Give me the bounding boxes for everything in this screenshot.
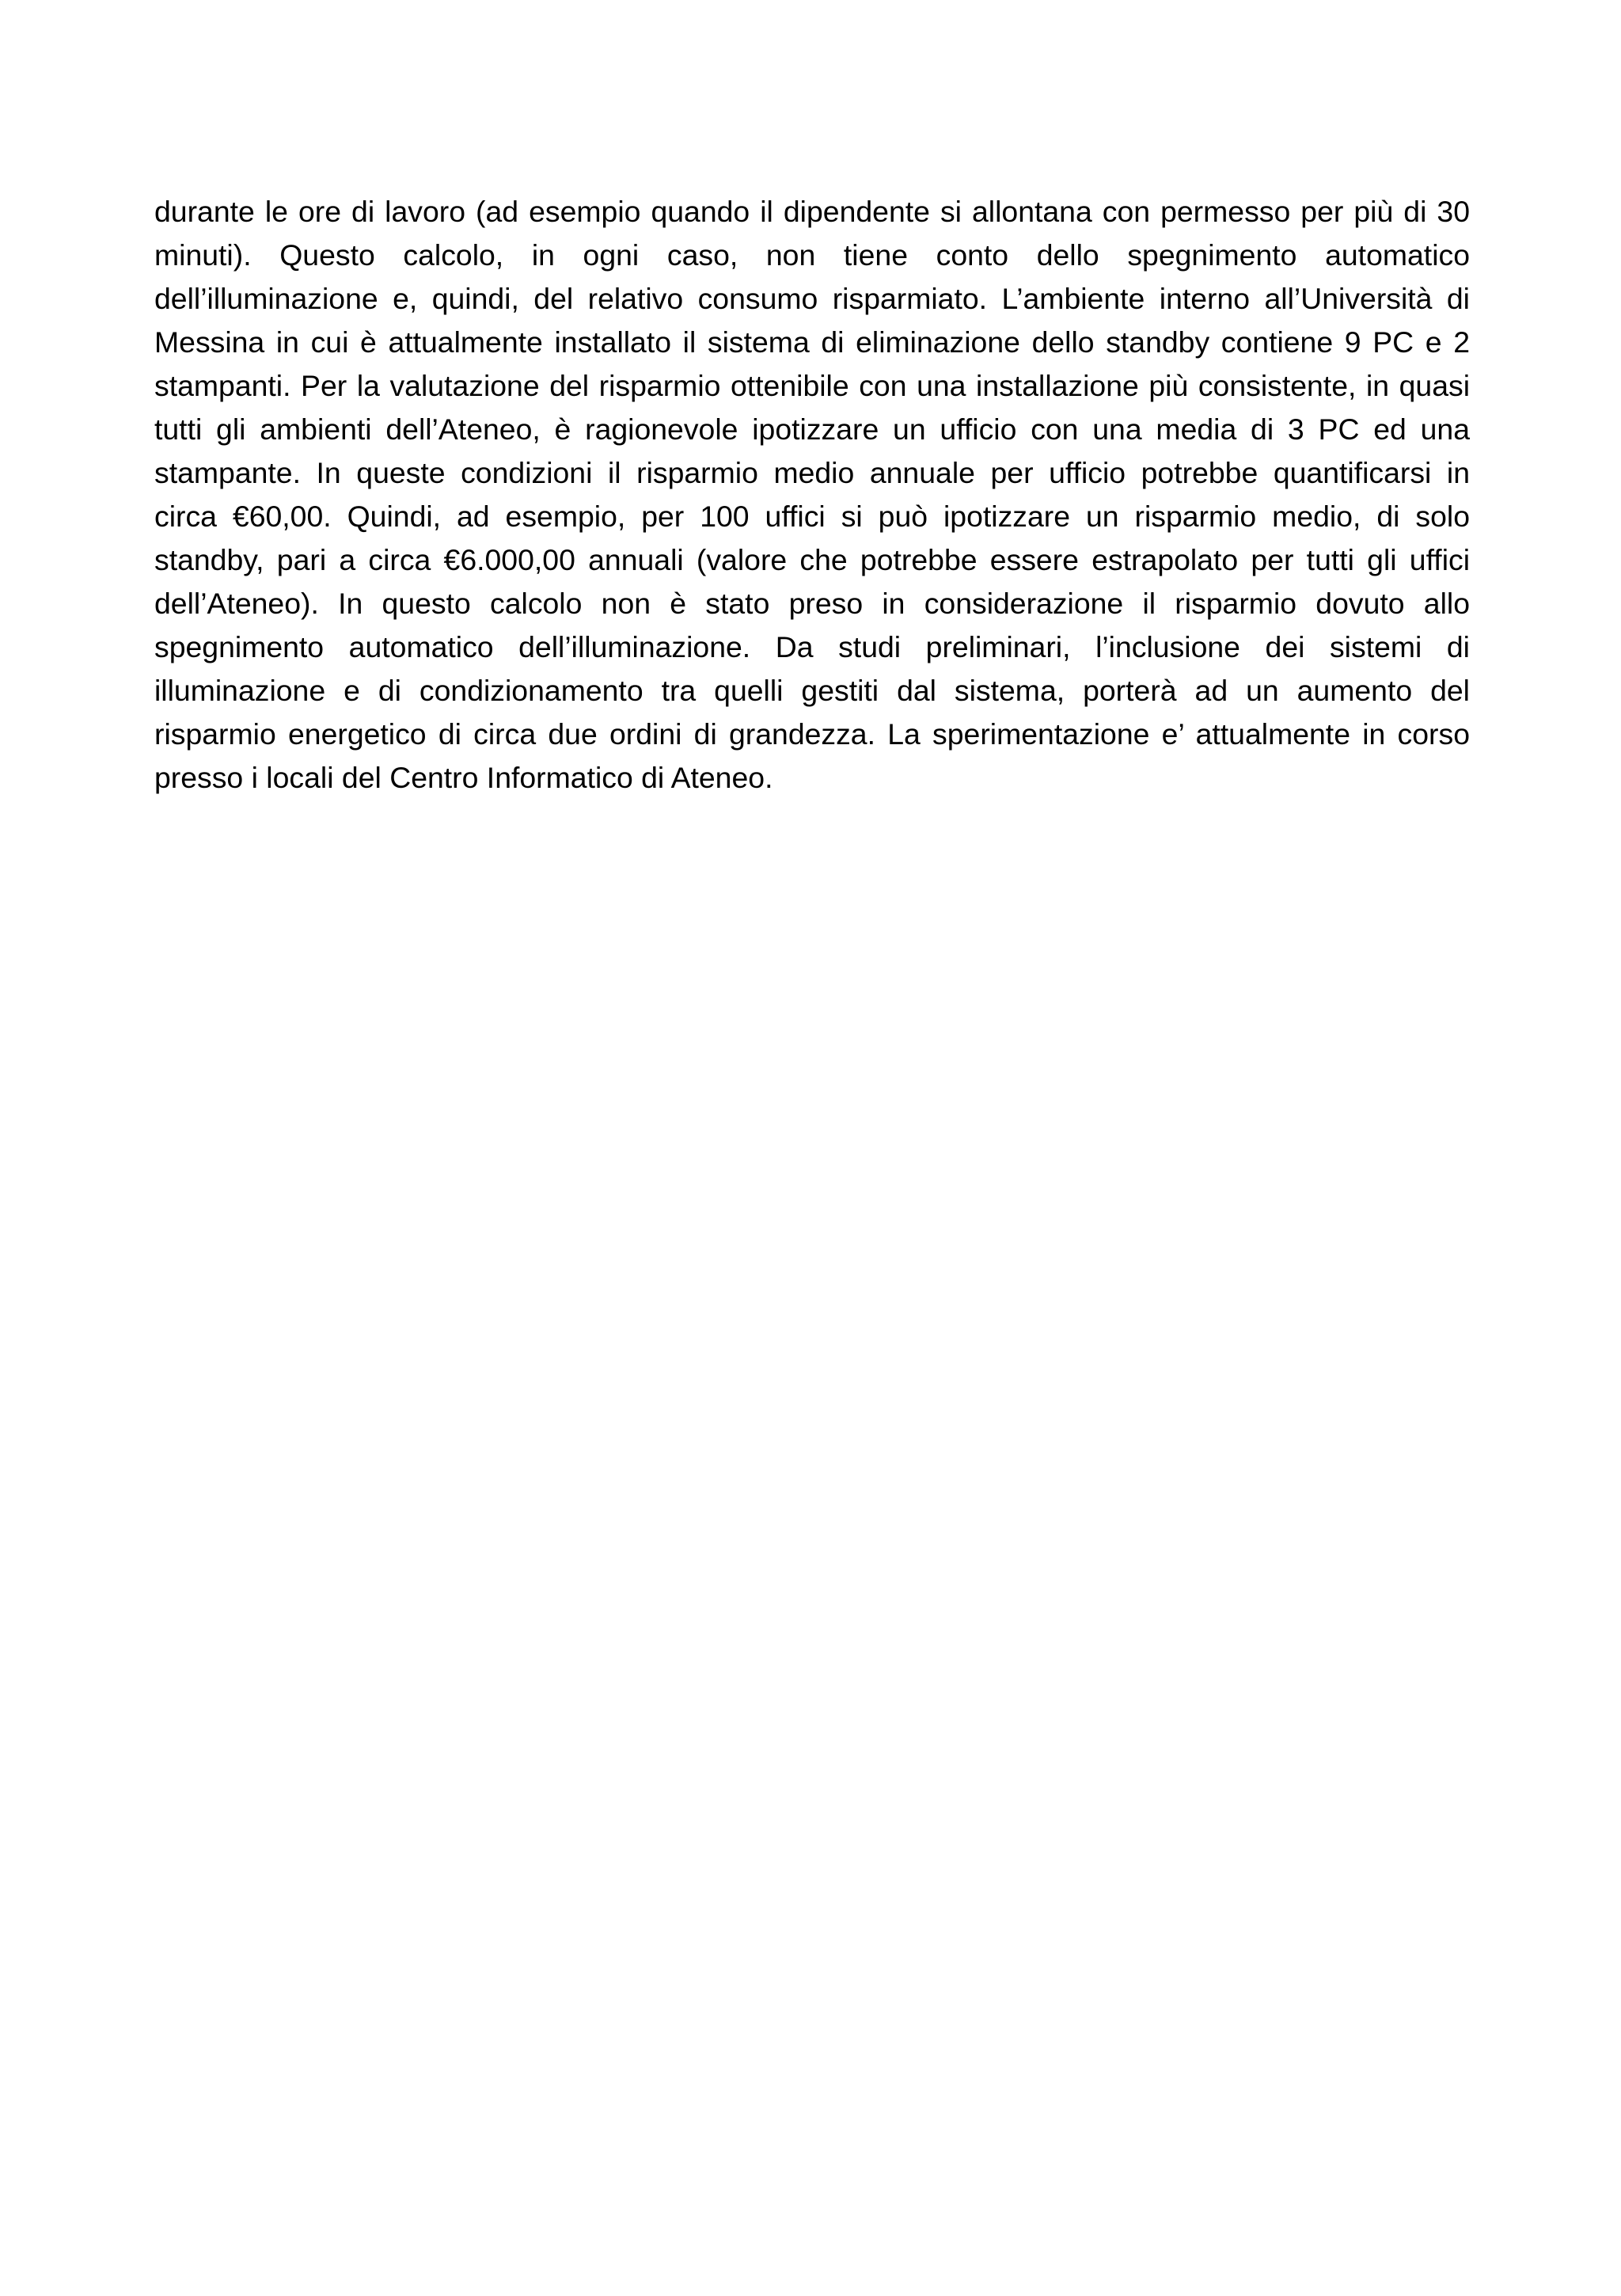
text-line: tutti gli ambienti dell’Ateneo, è ragionevole ipotizzare un ufficio con una media di 3 PC ed una xyxy=(154,412,1470,446)
text-line: minuti). Questo calcolo, in ogni caso, non tiene conto dello spegnimento automatico xyxy=(154,238,1470,272)
text-line: circa €60,00. Quindi, ad esempio, per 100 uffici si può ipotizzare un risparmio medio, di solo xyxy=(154,500,1470,533)
text-line: risparmio energetico di circa due ordini di grandezza. La sperimentazione e’ attualmente in corso xyxy=(154,717,1470,751)
text-line: dell’Ateneo). In questo calcolo non è stato preso in considerazione il risparmio dovuto allo xyxy=(154,587,1470,620)
text-line: presso i locali del Centro Informatico di Ateneo. xyxy=(154,761,773,794)
text-line: dell’illuminazione e, quindi, del relativo consumo risparmiato. L’ambiente interno all’Università di xyxy=(154,282,1470,315)
text-line: Messina in cui è attualmente installato il sistema di eliminazione dello standby contiene 9 PC e 2 xyxy=(154,325,1470,359)
text-line: durante le ore di lavoro (ad esempio quando il dipendente si allontana con permesso per più di 30 xyxy=(154,195,1470,228)
text-line: standby, pari a circa €6.000,00 annuali (valore che potrebbe essere estrapolato per tutti gli uffici xyxy=(154,543,1470,576)
text-line: spegnimento automatico dell’illuminazione. Da studi preliminari, l’inclusione dei sistemi di xyxy=(154,630,1470,663)
text-line: stampanti. Per la valutazione del risparmio ottenibile con una installazione più consistente, in quasi xyxy=(154,369,1470,402)
text-line: illuminazione e di condizionamento tra quelli gestiti dal sistema, porterà ad un aumento del xyxy=(154,674,1470,707)
text-line: stampante. In queste condizioni il risparmio medio annuale per ufficio potrebbe quantificarsi in xyxy=(154,456,1470,489)
body-paragraph xyxy=(154,190,1470,800)
